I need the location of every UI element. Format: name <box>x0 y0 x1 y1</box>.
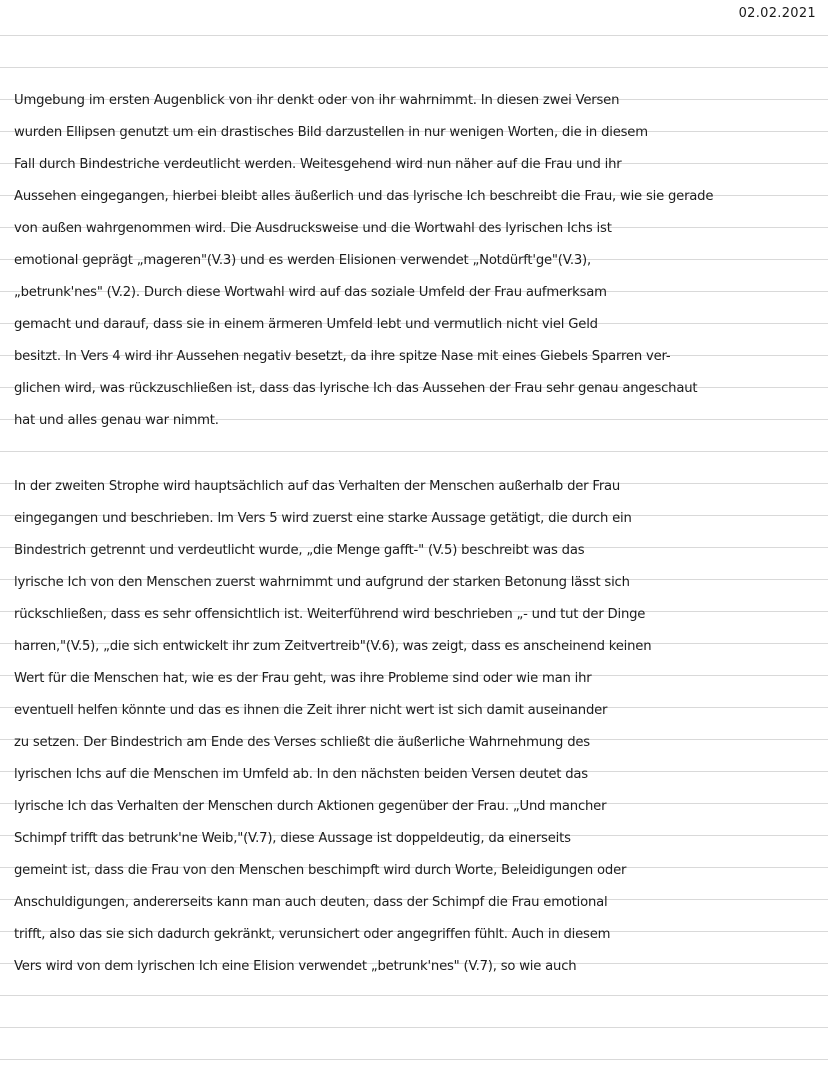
text-line: rückschließen, dass es sehr offensichtlich ist. Weiterführend wird beschrieben „- und tut der Dinge <box>14 607 646 622</box>
text-line: eingegangen und beschrieben. Im Vers 5 wird zuerst eine starke Aussage getätigt, die durch ein <box>14 511 632 526</box>
text-line: Wert für die Menschen hat, wie es der Frau geht, was ihre Probleme sind oder wie man ihr <box>14 671 592 686</box>
text-line: zu setzen. Der Bindestrich am Ende des Verses schließt die äußerliche Wahrnehmung des <box>14 735 590 750</box>
text-line: trifft, also das sie sich dadurch gekränkt, verunsichert oder angegriffen fühlt. Auch in diesem <box>14 927 611 942</box>
text-line: Bindestrich getrennt und verdeutlicht wurde, „die Menge gafft-" (V.5) beschreibt was das <box>14 543 585 558</box>
text-line: Fall durch Bindestriche verdeutlicht werden. Weitesgehend wird nun näher auf die Frau und ihr <box>14 157 622 172</box>
text-line: Umgebung im ersten Augenblick von ihr denkt oder von ihr wahrnimmt. In diesen zwei Versen <box>14 93 620 108</box>
text-line: Anschuldigungen, andererseits kann man auch deuten, dass der Schimpf die Frau emotional <box>14 895 608 910</box>
text-line: „betrunk'nes" (V.2). Durch diese Wortwahl wird auf das soziale Umfeld der Frau aufmerksam <box>14 285 607 300</box>
text-line: In der zweiten Strophe wird hauptsächlich auf das Verhalten der Menschen außerhalb der Frau <box>14 479 621 494</box>
text-line: emotional geprägt „mageren"(V.3) und es werden Elisionen verwendet „Notdürft'ge"(V.3), <box>14 253 591 268</box>
text-line: harren,"(V.5), „die sich entwickelt ihr zum Zeitvertreib"(V.6), was zeigt, dass es anscheinend keinen <box>14 639 652 654</box>
text-line: lyrische Ich von den Menschen zuerst wahrnimmt und aufgrund der starken Betonung lässt sich <box>14 575 630 590</box>
text-line: wurden Ellipsen genutzt um ein drastisches Bild darzustellen in nur wenigen Worten, die in diesem <box>14 125 648 140</box>
text-line: Aussehen eingegangen, hierbei bleibt alles äußerlich und das lyrische Ich beschreibt die Frau, wie sie gerade <box>14 189 714 204</box>
text-line: lyrische Ich das Verhalten der Menschen durch Aktionen gegenüber der Frau. „Und mancher <box>14 799 607 814</box>
text-line: gemeint ist, dass die Frau von den Menschen beschimpft wird durch Worte, Beleidigungen oder <box>14 863 627 878</box>
text-line: hat und alles genau war nimmt. <box>14 413 219 428</box>
date-label: 02.02.2021 <box>738 6 816 21</box>
text-line: Schimpf trifft das betrunk'ne Weib,"(V.7), diese Aussage ist doppeldeutig, da einerseits <box>14 831 571 846</box>
text-line: lyrischen Ichs auf die Menschen im Umfeld ab. In den nächsten beiden Versen deutet das <box>14 767 588 782</box>
text-line: eventuell helfen könnte und das es ihnen die Zeit ihrer nicht wert ist sich damit auseinander <box>14 703 608 718</box>
text-line: gemacht und darauf, dass sie in einem ärmeren Umfeld lebt und vermutlich nicht viel Geld <box>14 317 598 332</box>
text-line: Vers wird von dem lyrischen Ich eine Elision verwendet „betrunk'nes" (V.7), so wie auch <box>14 959 577 974</box>
text-line: glichen wird, was rückzuschließen ist, dass das lyrische Ich das Aussehen der Frau sehr genau angeschaut <box>14 381 698 396</box>
text-line: besitzt. In Vers 4 wird ihr Aussehen negativ besetzt, da ihre spitze Nase mit eines Giebels Sparren ver- <box>14 349 671 364</box>
text-line: von außen wahrgenommen wird. Die Ausdrucksweise und die Wortwahl des lyrischen Ichs ist <box>14 221 612 236</box>
